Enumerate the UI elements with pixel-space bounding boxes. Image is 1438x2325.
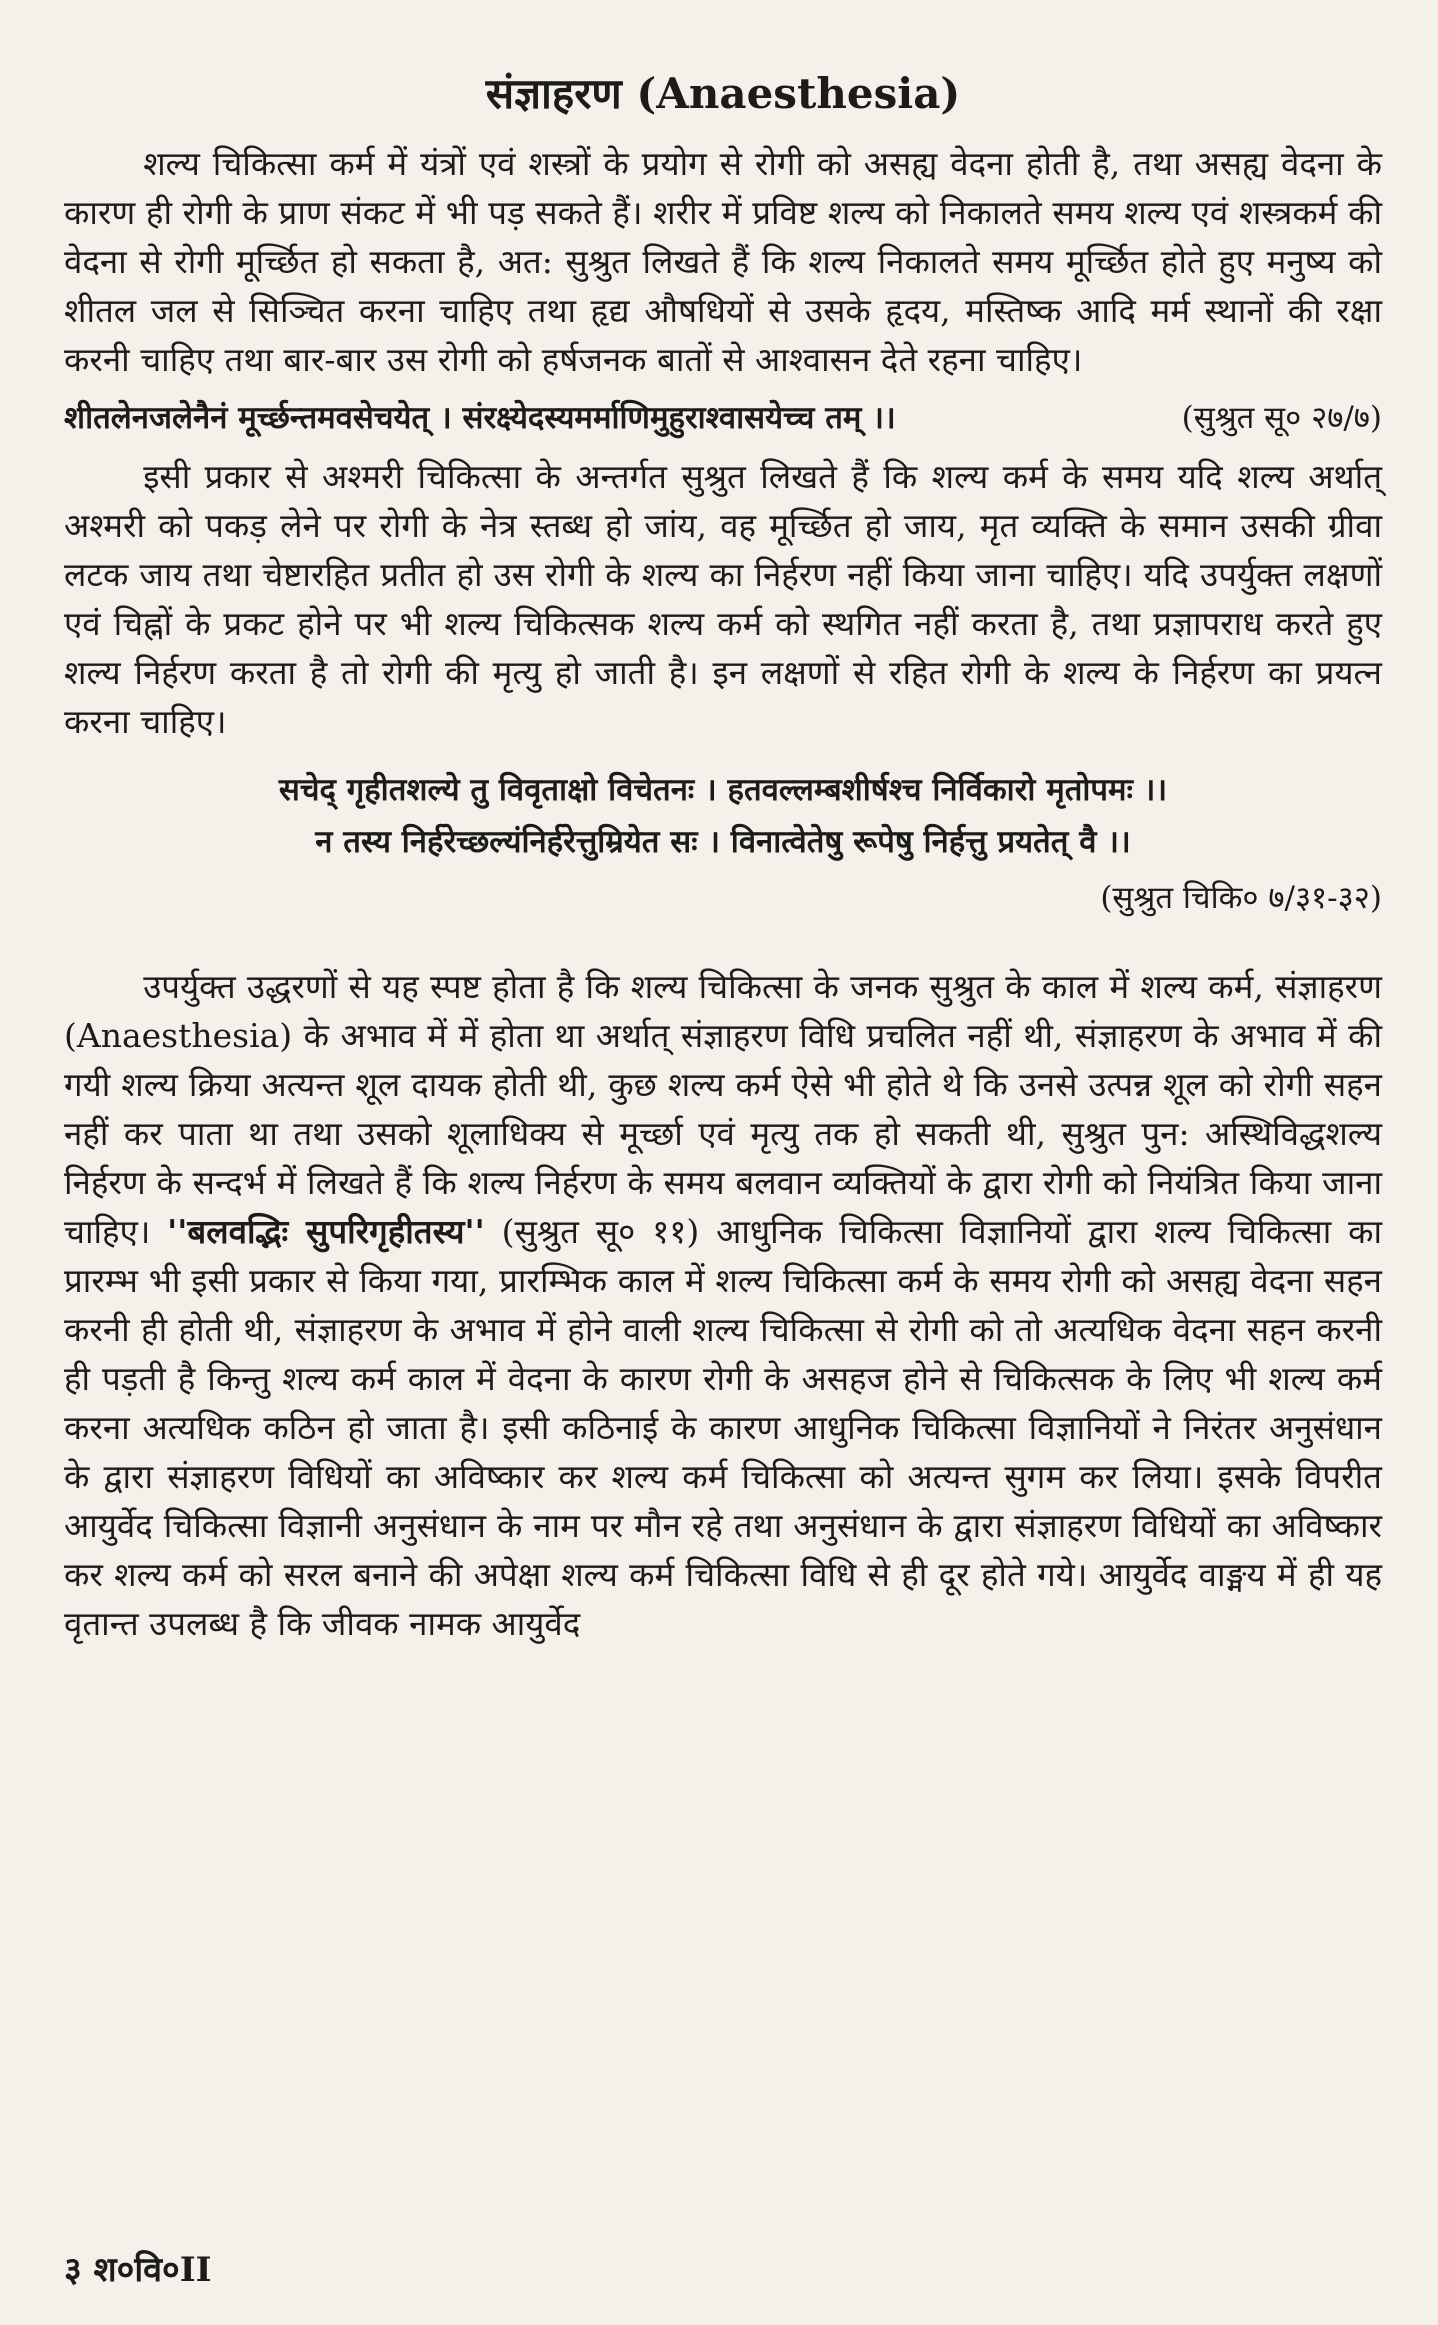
shloka-source: (सुश्रुत सू० २७/७) xyxy=(1181,400,1382,436)
inline-quote: ''बलवद्भिः सुपरिगृहीतस्य'' xyxy=(167,1212,485,1251)
verse-source: (सुश्रुत चिकि० ७/३१-३२) xyxy=(1100,880,1382,916)
page-title: संज्ञाहरण (Anaesthesia) xyxy=(485,69,961,118)
paragraph-3-continuation: (सुश्रुत सू० ११) आधुनिक चिकित्सा विज्ञानियों द्वारा शल्य चिकित्सा का प्रारम्भ भी इसी प्रकार से किया गया, प्रारम्भिक काल में शल्य चिकित्सा कर्म के समय रोगी को असह्य वेदना सहन करनी ही होती थी, संज्ञाहरण के अभाव में होने वाली शल्य चिकित्सा से रोगी को तो अत्यधिक वेदना सहन करनी ही पड़ती है किन्तु शल्य कर्म काल में वेदना के कारण रोगी के असहज होने से चिकित्सक के लिए भी शल्य कर्म करना अत्यधिक कठिन हो जाता है। इसी कठिनाई के कारण आधुनिक चिकित्सा विज्ञानियों ने निरंतर अनुसंधान के द्वारा संज्ञाहरण विधियों का अविष्कार कर शल्य कर्म चिकित्सा को अत्यन्त सुगम कर लिया। इसके विपरीत आयुर्वेद चिकित्सा विज्ञानी अनुसंधान के नाम पर मौन रहे तथा अनुसंधान के द्वारा संज्ञाहरण विधियों का अविष्कार कर शल्य कर्म को सरल बनाने की अपेक्षा शल्य कर्म चिकित्सा विधि से ही दूर होते गये। आयुर्वेद वाङ्मय में ही यह वृतान्त उपलब्ध है कि जीवक नामक आयुर्वेद xyxy=(64,1212,1382,1643)
verse-line-1: सचेद् गृहीतशल्ये तु विवृताक्षो विचेतनः । हतवल्लम्बशीर्षश्च निर्विकारो मृतोपमः ।। xyxy=(278,772,1168,808)
paragraph-2: इसी प्रकार से अश्मरी चिकित्सा के अन्तर्गत सुश्रुत लिखते हैं कि शल्य कर्म के समय यदि शल्य अर्थात् अश्मरी को पकड़ लेने पर रोगी के नेत्र स्तब्ध हो जांय, वह मूर्च्छित हो जाय, मृत व्यक्ति के समान उसकी ग्रीवा लटक जाय तथा चेष्टारहित प्रतीत हो उस रोगी के शल्य का निर्हरण नहीं किया जाना चाहिए। यदि उपर्युक्त लक्षणों एवं चिह्नों के प्रकट होने पर भी शल्य चिकित्सक शल्य कर्म को स्थगित नहीं करता है, तथा प्रज्ञापराध करते हुए शल्य निर्हरण करता है तो रोगी की मृत्यु हो जाती है। इन लक्षणों से रहित रोगी के शल्य के निर्हरण का प्रयत्न करना चाहिए। xyxy=(64,457,1382,741)
page-footer-signature: ३ श०वि०II xyxy=(64,2250,212,2290)
shloka-text: शीतलेनजलेनैनं मूर्च्छन्तमवसेचयेत् । संरक्ष्येदस्यमर्माणिमुहुराश्वासयेच्च तम् ।। xyxy=(64,400,896,436)
paragraph-3 xyxy=(64,962,1382,1648)
paragraph-3-text: उपर्युक्त उद्धरणों से यह स्पष्ट होता है कि शल्य चिकित्सा के जनक सुश्रुत के काल में शल्य कर्म, संज्ञाहरण (Anaesthesia) के अभाव में में होता था अर्थात् संज्ञाहरण विधि प्रचलित नहीं थी, संज्ञाहरण के अभाव में की गयी शल्य क्रिया अत्यन्त शूल दायक होती थी, कुछ शल्य कर्म ऐसे भी होते थे कि उनसे उत्पन्न शूल को रोगी सहन नहीं कर पाता था तथा उसको शूलाधिक्य से मूर्च्छा एवं मृत्यु तक हो सकती थी, सुश्रुत पुन: अस्थिविद्धशल्य निर्हरण के सन्दर्भ में लिखते हैं कि शल्य निर्हरण के समय बलवान व्यक्तियों के द्वारा रोगी को नियंत्रित किया जाना चाहिए। xyxy=(64,967,1382,1251)
verse-line-2: न तस्य निर्हरेच्छल्यंनिर्हरेत्तुम्रियेत सः । विनात्वेतेषु रूपेषु निर्हत्तु प्रयतेत् वै ।। xyxy=(315,824,1131,860)
paragraph-1: शल्य चिकित्सा कर्म में यंत्रों एवं शस्त्रों के प्रयोग से रोगी को असह्य वेदना होती है, तथा असह्य वेदना के कारण ही रोगी के प्राण संकट में भी पड़ सकते हैं। शरीर में प्रविष्ट शल्य को निकालते समय शल्य एवं शस्त्रकर्म की वेदना से रोगी मूर्च्छित हो सकता है, अत: सुश्रुत लिखते हैं कि शल्य निकालते समय मूर्च्छित होते हुए मनुष्य को शीतल जल से सिञ्चित करना चाहिए तथा हृद्य औषधियों से उसके हृदय, मस्तिष्क आदि मर्म स्थानों की रक्षा करनी चाहिए तथा बार-बार उस रोगी को हर्षजनक बातों से आश्वासन देते रहना चाहिए। xyxy=(64,144,1382,379)
shloka-quote xyxy=(64,392,1382,444)
verse-block xyxy=(64,764,1382,868)
